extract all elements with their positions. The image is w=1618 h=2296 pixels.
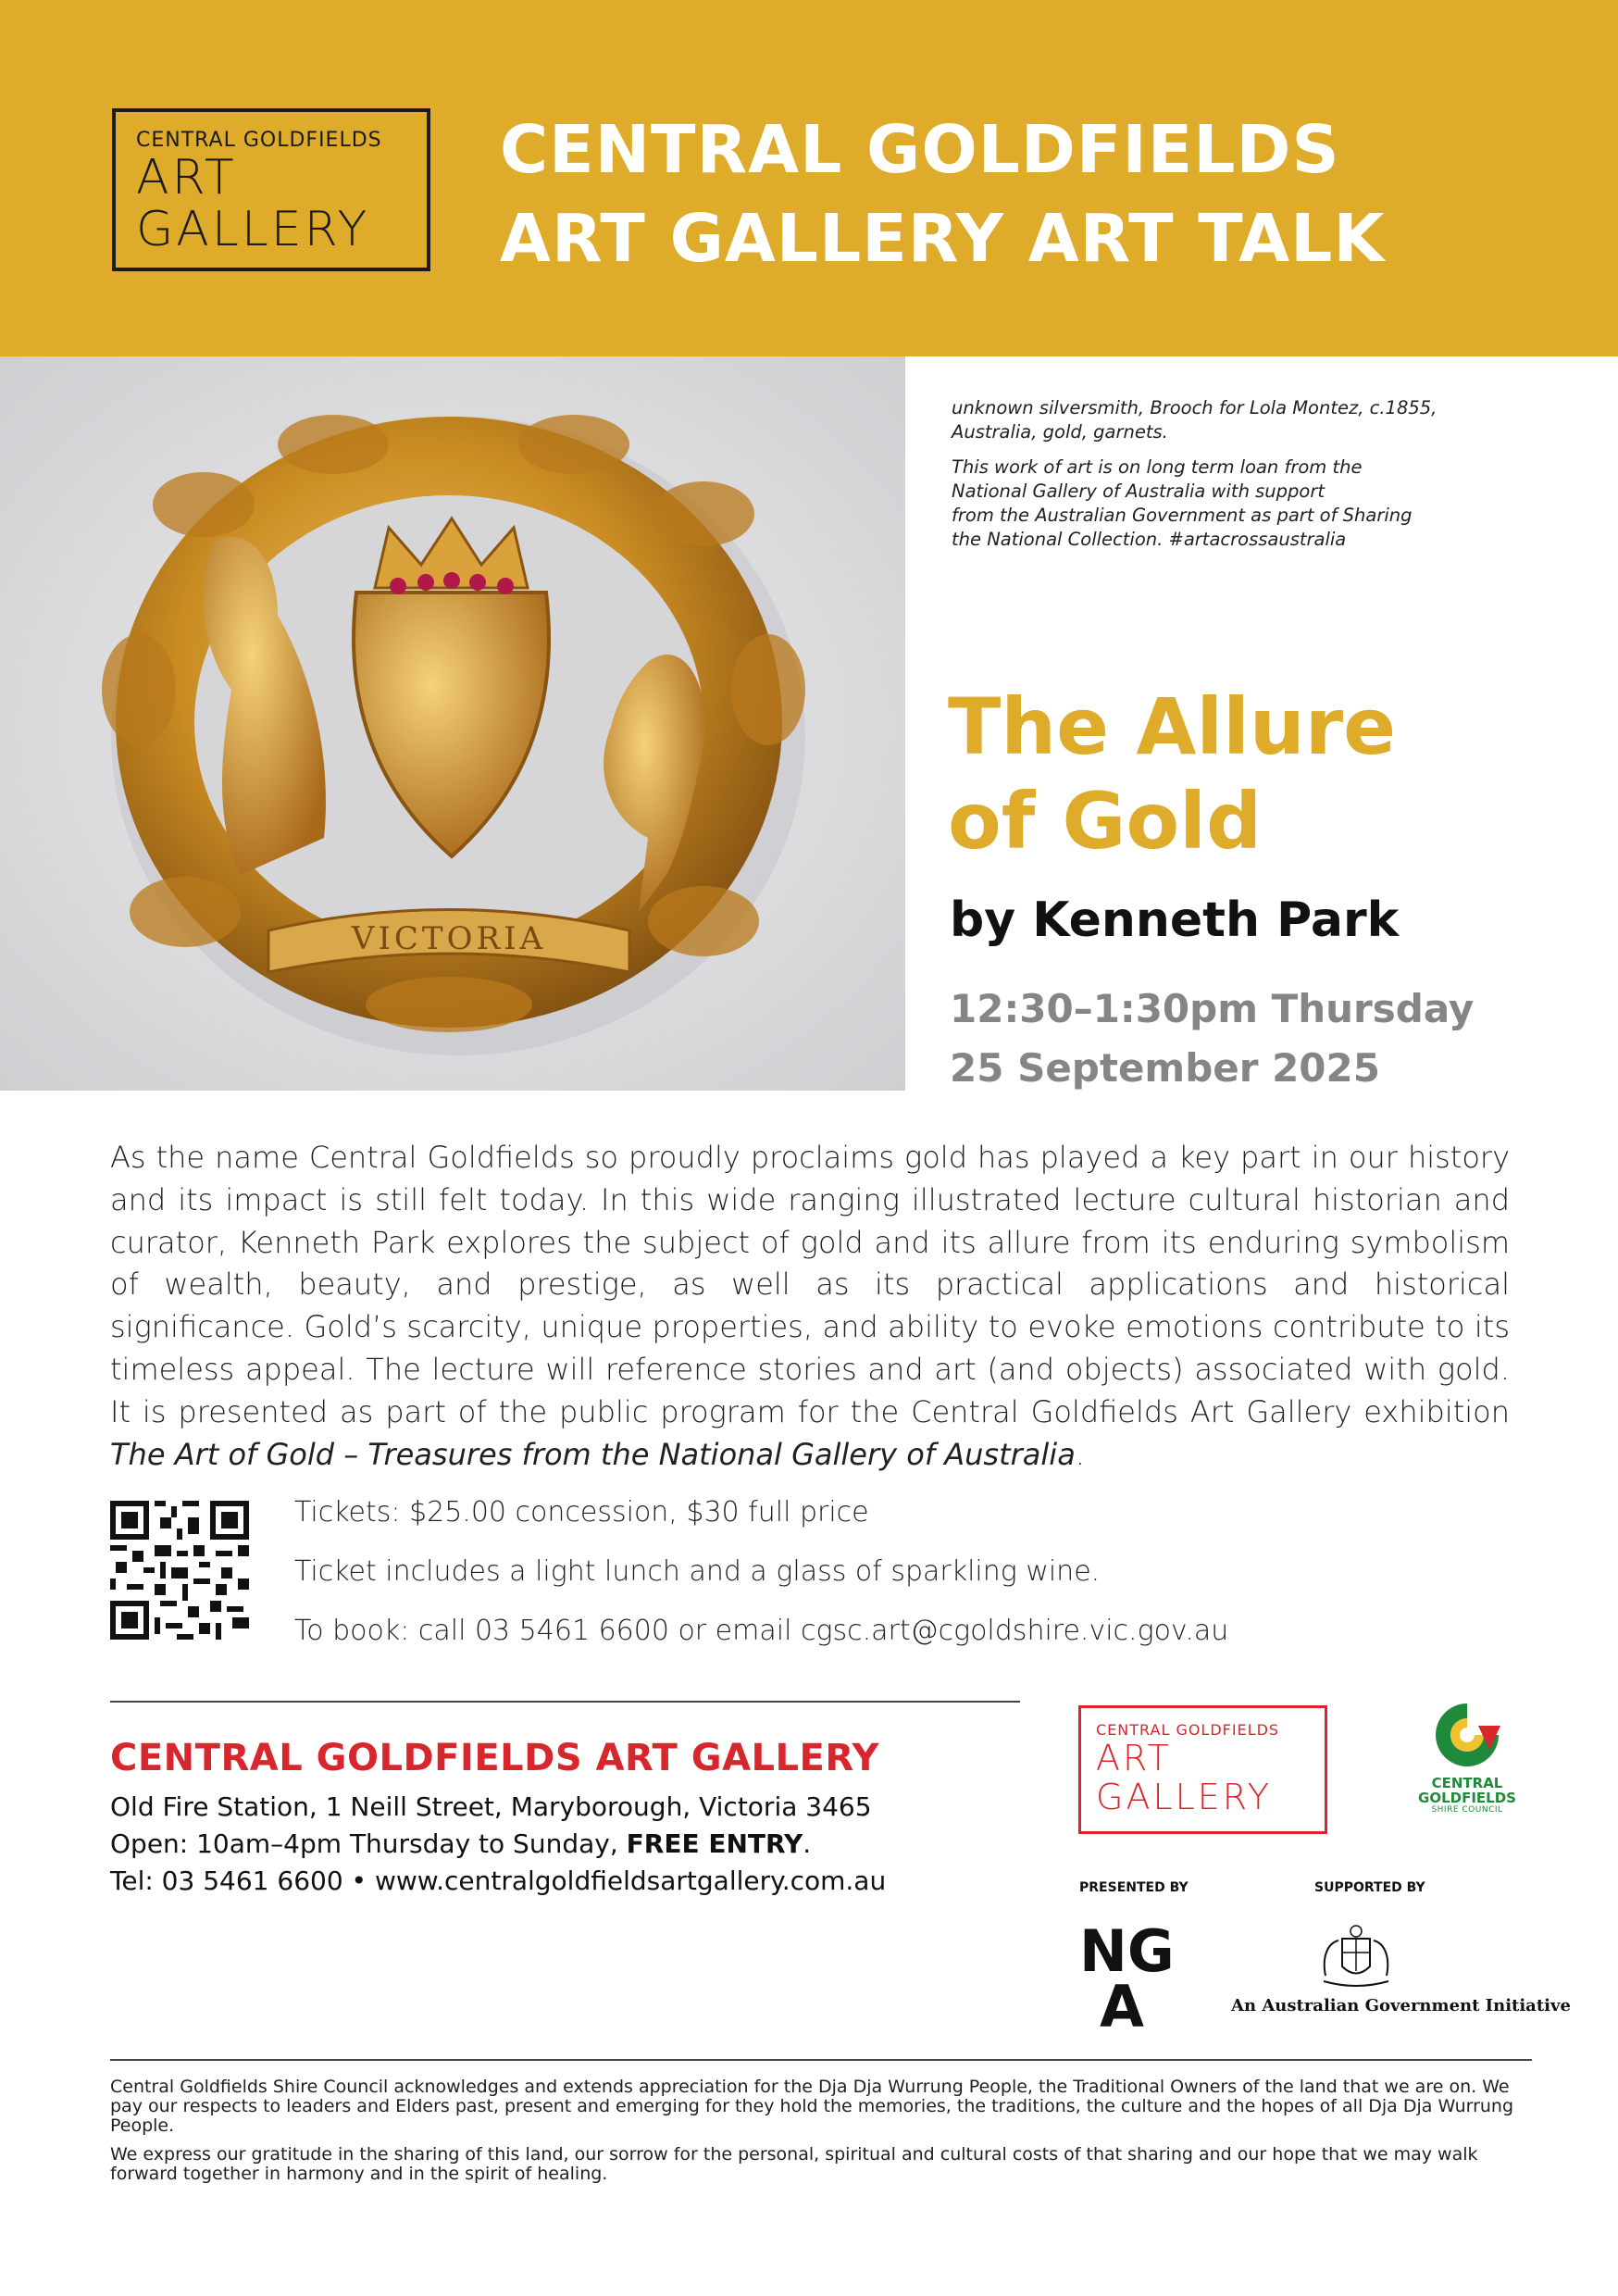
artwork-caption [952, 396, 1581, 563]
gallery-address: Old Fire Station, 1 Neill Street, Maryborough, Victoria 3465 [110, 1791, 872, 1822]
gallery-hours [110, 1826, 886, 1863]
logo-gallery-text: GALLERY [136, 202, 370, 257]
gov-initiative-text: An Australian Government Initiative [1231, 1996, 1571, 2015]
nga-text-top: NG [1079, 1920, 1175, 1985]
description-text: As the name Central Goldfields so proudly proclaims gold has played a key part in our history and its impact is still felt today. In this wide ranging illustrated lecture cultural historian and curator, Kenneth Park explores the subject of gold and its allure from its enduring symbolism of wealth, beauty, and prestige, as well as its practical applications and historical significance. Gold’s scarcity, unique properties, and ability to evoke emotions contribute to its timeless appeal. The lecture will reference stories and art (and objects) associated with gold. It is presented as part of the public program for the Central Goldfields Art Gallery exhibition [110, 1140, 1510, 1429]
page-title [500, 106, 1592, 283]
logo-red-gallery: GALLERY [1096, 1777, 1272, 1817]
supported-by-label: SUPPORTED BY [1314, 1880, 1425, 1895]
brooch-image [0, 356, 905, 1091]
event-description [110, 1137, 1510, 1476]
loan-line: from the Australian Government as part of Sharing [952, 505, 1413, 526]
presented-by-label: PRESENTED BY [1079, 1880, 1189, 1895]
nga-text-bottom: A [1100, 1973, 1144, 2031]
event-datetime [950, 980, 1598, 1098]
hours-text: Open: 10am–4pm Thursday to Sunday, [110, 1828, 627, 1859]
loan-line: National Gallery of Australia with support [952, 480, 1325, 502]
divider [110, 1701, 1020, 1703]
caption-line: Australia, gold, garnets. [952, 421, 1168, 443]
shire-emblem-icon [1430, 1698, 1504, 1772]
logo-art-text: ART [136, 150, 237, 206]
divider [110, 2059, 1532, 2061]
acknowledgement-paragraph: Central Goldfields Shire Council acknowledges and extends appreciation for the Dja Dja Wurrung People, the Traditional Owners of the land that we are on. We pay our respects to leaders and Elders past, present and emerging for they hold the memories, the traditions, the culture and the hopes of all Dja Dja Wurrung People. [110, 2077, 1514, 2136]
gallery-details [110, 1789, 886, 1900]
gallery-logo-red [1078, 1705, 1327, 1834]
ticket-price: Tickets: $25.00 concession, $30 full price [294, 1496, 869, 1529]
gallery-logo [112, 108, 430, 271]
exhibition-title: The Art of Gold – Treasures from the National Gallery of Australia [110, 1436, 1076, 1472]
loan-line: the National Collection. #artacrossaustralia [952, 529, 1347, 550]
logo-red-art: ART [1096, 1738, 1172, 1778]
logo-red-small-text: CENTRAL GOLDFIELDS [1096, 1721, 1280, 1739]
ticket-info [294, 1492, 1228, 1670]
title-line-1: CENTRAL GOLDFIELDS [500, 111, 1340, 188]
acknowledgement-of-country [110, 2078, 1532, 2193]
description-end: . [1075, 1436, 1085, 1472]
banner-text: VICTORIA [351, 920, 547, 957]
acknowledgement-paragraph: We express our gratitude in the sharing of this land, our sorrow for the personal, spiritual and cultural costs of that sharing and our hope that we may walk forward together in harmony and in the spirit of healing. [110, 2144, 1478, 2184]
booking-info[interactable]: To book: call 03 5461 6600 or email cgsc.art@cgoldshire.vic.gov.au [294, 1615, 1229, 1647]
caption-line: unknown silversmith, Brooch for Lola Montez, c.1855, [952, 397, 1438, 418]
shire-name-line-2: GOLDFIELDS [1418, 1790, 1516, 1806]
coat-of-arms-icon [1314, 1920, 1398, 1994]
event-time: 12:30–1:30pm Thursday [950, 986, 1475, 1031]
gallery-contact[interactable]: Tel: 03 5461 6600 • www.centralgoldfieldsartgallery.com.au [110, 1866, 887, 1896]
title-line-2: ART GALLERY ART TALK [500, 200, 1386, 277]
event-title [948, 680, 1596, 868]
event-title-line-2: of Gold [948, 776, 1263, 867]
event-title-line-1: The Allure [948, 681, 1397, 772]
shire-council-logo [1407, 1698, 1527, 1815]
ticket-includes: Ticket includes a light lunch and a glass of sparkling wine. [294, 1555, 1101, 1588]
qr-code[interactable] [110, 1501, 249, 1640]
event-speaker: by Kenneth Park [950, 892, 1400, 948]
free-entry: FREE ENTRY [626, 1828, 803, 1859]
shire-council-text: SHIRE COUNCIL [1431, 1805, 1503, 1815]
artwork-photo [0, 356, 905, 1091]
loan-line: This work of art is on long term loan from the [952, 456, 1363, 478]
gallery-name: CENTRAL GOLDFIELDS ART GALLERY [110, 1737, 879, 1779]
nga-logo [1079, 1920, 1181, 2031]
hours-end: . [803, 1828, 812, 1859]
event-date: 25 September 2025 [950, 1045, 1380, 1091]
logo-small-text: CENTRAL GOLDFIELDS [136, 129, 382, 152]
shire-name-line-1: CENTRAL [1431, 1775, 1503, 1791]
